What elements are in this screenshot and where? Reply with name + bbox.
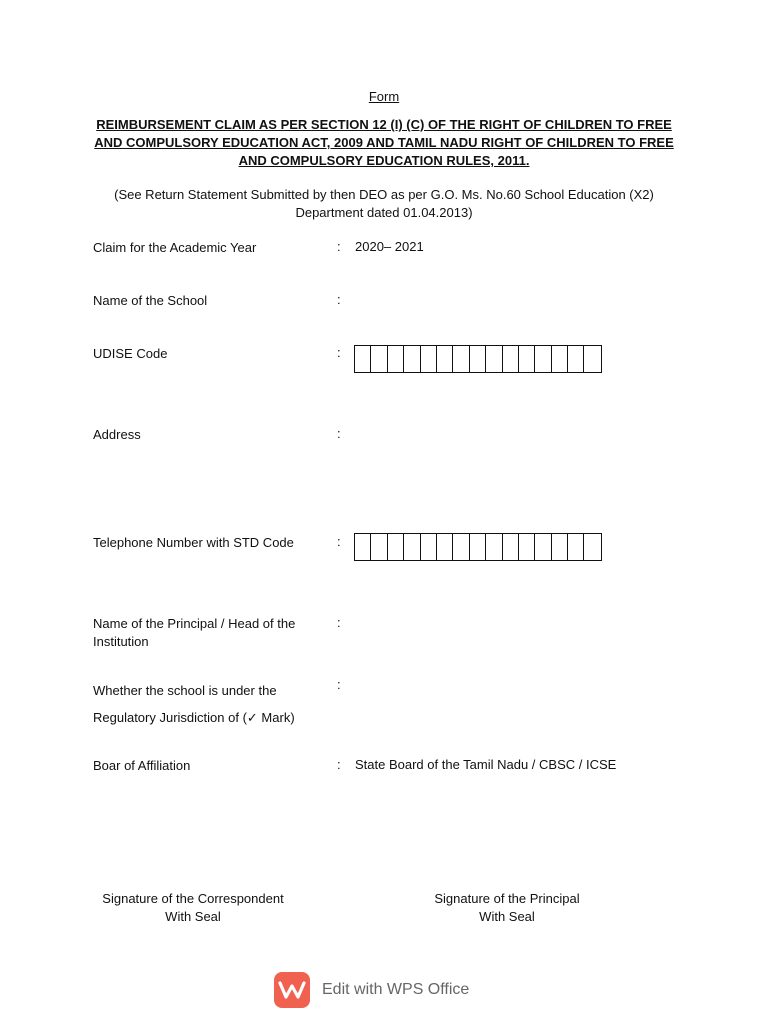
colon: : <box>337 239 341 254</box>
principal-signature <box>418 890 596 926</box>
principal-label-line: Name of the Principal / Head of the <box>93 616 296 631</box>
digit-box[interactable] <box>355 346 371 372</box>
colon: : <box>337 534 341 549</box>
digit-box[interactable] <box>552 346 568 372</box>
school-name-label: Name of the School <box>93 293 208 308</box>
wps-logo-icon <box>274 972 310 1008</box>
signature-line: With Seal <box>165 909 221 924</box>
jurisdiction-prefix: Regulatory Jurisdiction of ( <box>93 710 247 725</box>
digit-box[interactable] <box>453 346 469 372</box>
jurisdiction-label <box>93 677 323 731</box>
form-title: Form <box>368 89 400 104</box>
digit-box[interactable] <box>535 534 551 560</box>
udise-code-boxes[interactable] <box>354 345 602 373</box>
digit-box[interactable] <box>355 534 371 560</box>
heading-line: AND COMPULSORY EDUCATION ACT, 2009 AND TAMIL NADU RIGHT OF CHILDREN TO FREE <box>94 135 674 150</box>
digit-box[interactable] <box>421 346 437 372</box>
jurisdiction-label-line <box>93 704 323 731</box>
principal-label <box>93 615 323 651</box>
signature-line: Signature of the Principal <box>434 891 580 906</box>
udise-code-label: UDISE Code <box>93 346 168 361</box>
jurisdiction-suffix: Mark) <box>257 710 295 725</box>
academic-year-label: Claim for the Academic Year <box>93 240 257 255</box>
colon: : <box>337 677 341 692</box>
colon: : <box>337 292 341 307</box>
signature-line: Signature of the Correspondent <box>102 891 284 906</box>
digit-box[interactable] <box>552 534 568 560</box>
digit-box[interactable] <box>437 346 453 372</box>
principal-label-line: Institution <box>93 634 149 649</box>
jurisdiction-label-line: Whether the school is under the <box>93 683 277 698</box>
telephone-label: Telephone Number with STD Code <box>93 535 294 550</box>
heading-line: REIMBURSEMENT CLAIM AS PER SECTION 12 (I) (C) OF THE RIGHT OF CHILDREN TO FREE <box>96 117 672 132</box>
telephone-boxes[interactable] <box>354 533 602 561</box>
digit-box[interactable] <box>453 534 469 560</box>
digit-box[interactable] <box>584 534 600 560</box>
affiliation-value: State Board of the Tamil Nadu / CBSC / ICSE <box>355 757 617 772</box>
check-mark-icon: ✓ <box>246 710 258 725</box>
digit-box[interactable] <box>388 346 404 372</box>
digit-box[interactable] <box>519 534 535 560</box>
digit-box[interactable] <box>404 534 420 560</box>
digit-box[interactable] <box>437 534 453 560</box>
digit-box[interactable] <box>371 534 387 560</box>
digit-box[interactable] <box>503 346 519 372</box>
digit-box[interactable] <box>470 534 486 560</box>
digit-box[interactable] <box>404 346 420 372</box>
form-heading <box>0 116 768 170</box>
digit-box[interactable] <box>535 346 551 372</box>
digit-box[interactable] <box>388 534 404 560</box>
digit-box[interactable] <box>470 346 486 372</box>
digit-box[interactable] <box>486 346 502 372</box>
digit-box[interactable] <box>503 534 519 560</box>
form-note <box>0 186 768 222</box>
colon: : <box>337 345 341 360</box>
digit-box[interactable] <box>584 346 600 372</box>
digit-box[interactable] <box>486 534 502 560</box>
digit-box[interactable] <box>568 346 584 372</box>
digit-box[interactable] <box>519 346 535 372</box>
colon: : <box>337 615 341 630</box>
heading-line: AND COMPULSORY EDUCATION RULES, 2011. <box>238 153 530 168</box>
academic-year-value: 2020– 2021 <box>355 239 424 254</box>
wps-watermark[interactable] <box>274 972 469 1008</box>
digit-box[interactable] <box>371 346 387 372</box>
colon: : <box>337 426 341 441</box>
watermark-text: Edit with WPS Office <box>322 981 470 998</box>
colon: : <box>337 757 341 772</box>
note-line: (See Return Statement Submitted by then DEO as per G.O. Ms. No.60 School Education (X2) <box>114 187 654 202</box>
address-label: Address <box>93 427 141 442</box>
digit-box[interactable] <box>568 534 584 560</box>
affiliation-label: Boar of Affiliation <box>93 758 191 773</box>
signature-line: With Seal <box>479 909 535 924</box>
note-line: Department dated 01.04.2013) <box>295 205 473 220</box>
digit-box[interactable] <box>421 534 437 560</box>
correspondent-signature <box>90 890 296 926</box>
